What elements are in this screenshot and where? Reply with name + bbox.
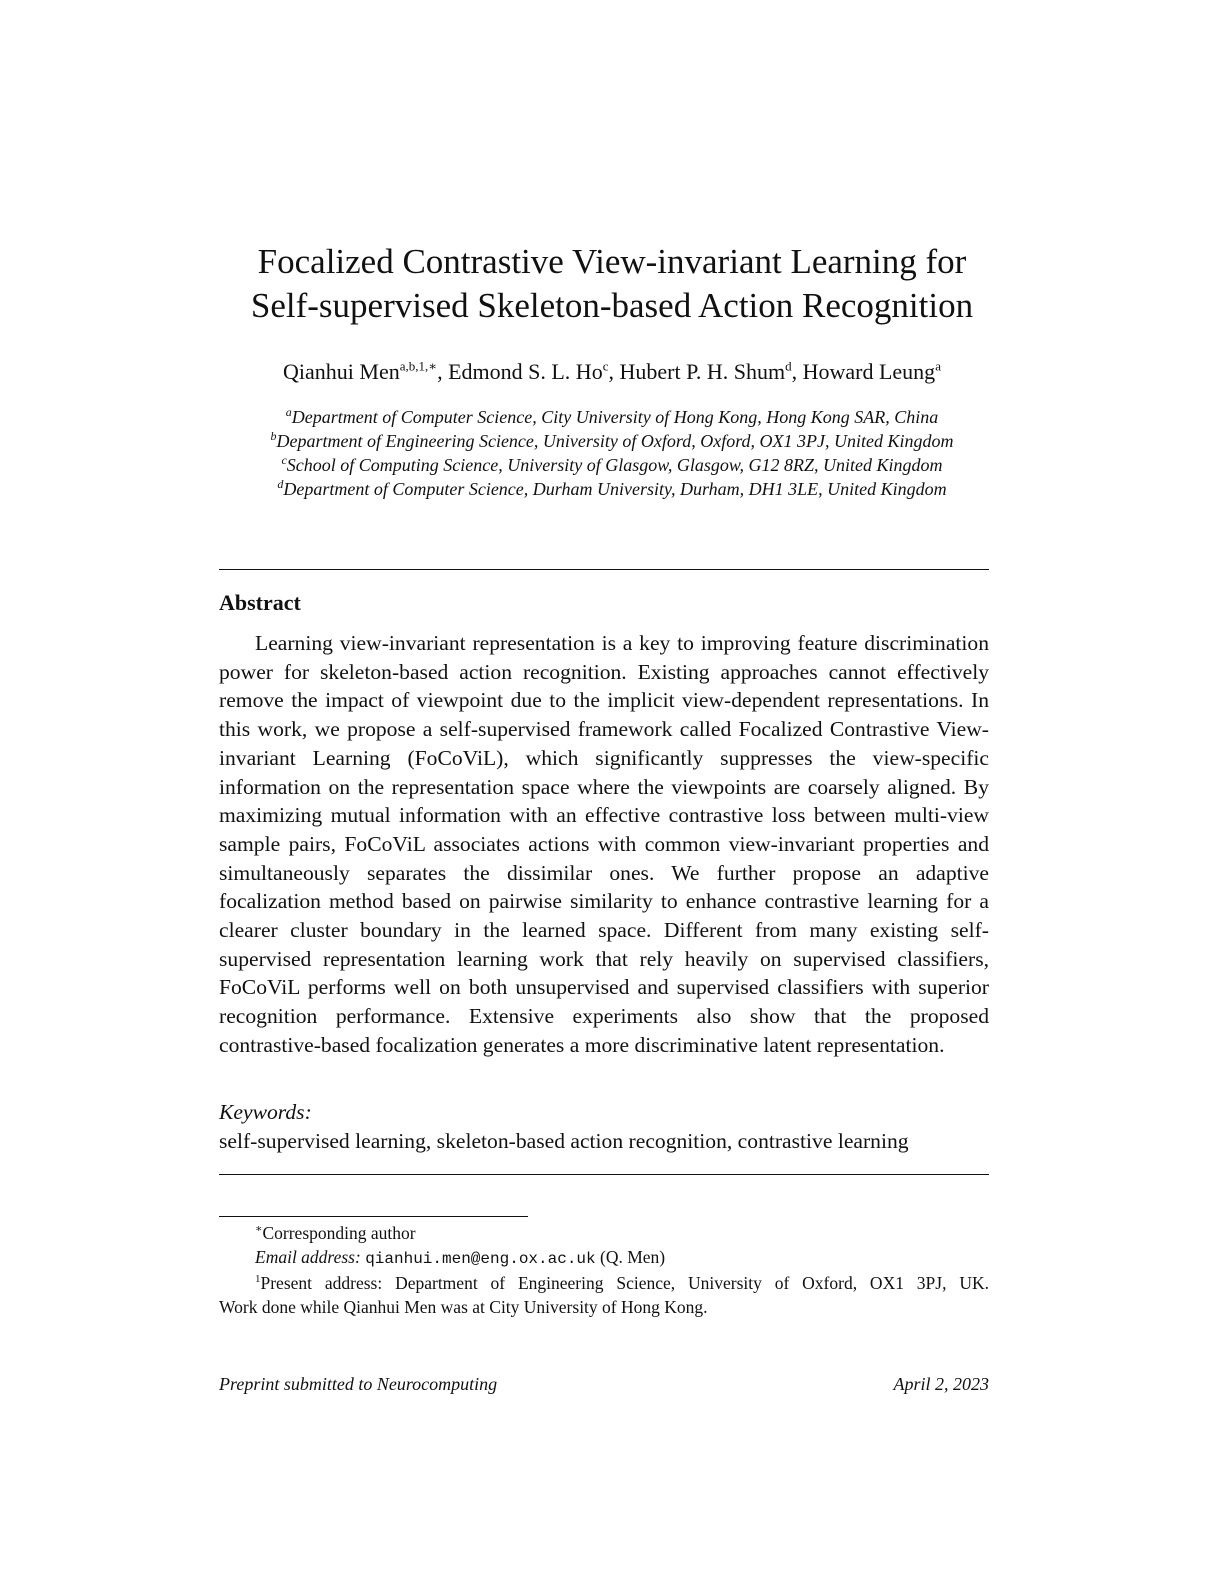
affiliation: $^d$Department of Computer Science, Durham University, Durham, DH1 3LE, United Kingdom — [277, 477, 947, 499]
author: Edmond S. L. Ho$^c$, — [448, 358, 620, 384]
footnote-rule — [219, 1216, 528, 1217]
author: Hubert P. H. Shum$^d$, — [619, 358, 803, 384]
author-list — [0, 357, 1224, 387]
author: Qianhui Men$^{a,b,1,∗}$, — [283, 358, 449, 384]
footnote-work-done: Work done while Qianhui Men was at City University of Hong Kong. — [219, 1297, 708, 1317]
keywords-label: Keywords: — [219, 1100, 312, 1124]
title-line-1: Focalized Contrastive View-invariant Learning for — [257, 242, 967, 281]
abstract-heading: Abstract — [219, 590, 301, 615]
abstract-text: Learning view-invariant representation is a key to improving feature discrimination power for skeleton-based action recognition. Existing approaches cannot effectively remove the impact of viewpoint due to the implicit view-dependent representations. In this work, we propose a self-supervised framework called Focalized Contrastive View-invariant Learning (FoCoViL), which significantly suppresses the view-specific information on the representation space where the viewpoints are coarsely aligned. By maximizing mutual information with an effective contrastive loss between multi-view sample pairs, FoCoViL associates actions with common view-invariant properties and simultaneously separates the dissimilar ones. We further propose an adaptive focalization method based on pairwise similarity to enhance contrastive learning for a clearer cluster boundary in the learned space. Different from many existing self-supervised representation learning work that rely heavily on supervised classifiers, FoCoViL performs well on both unsupervised and supervised classifiers with superior recognition performance. Extensive experiments also show that the proposed contrastive-based focalization generates a more discriminative latent representation. — [219, 631, 989, 1057]
footnotes — [219, 1221, 989, 1319]
affiliation-list — [0, 405, 1224, 501]
abstract-top-rule — [219, 569, 989, 570]
email-address: qianhui.men@eng.ox.ac.uk — [365, 1250, 596, 1268]
footer-journal: Preprint submitted to Neurocomputing — [219, 1374, 498, 1394]
affiliation: $^c$School of Computing Science, University of Glasgow, Glasgow, G12 8RZ, United Kingdom — [281, 453, 943, 475]
footnote-present-address: $^1$Present address: Department of Engineering Science, University of Oxford, OX1 3PJ, UK. — [255, 1273, 989, 1293]
abstract-bottom-rule — [219, 1174, 989, 1175]
footnote-email: Email address: qianhui.men@eng.ox.ac.uk (Q. Men) — [255, 1247, 666, 1268]
title-line-2: Self-supervised Skeleton-based Action Recognition — [250, 286, 974, 325]
author: Howard Leung$^a$ — [802, 358, 941, 384]
paper-title — [0, 240, 1224, 328]
affiliation: $^a$Department of Computer Science, City University of Hong Kong, Hong Kong SAR, China — [285, 405, 939, 427]
keywords-list: self-supervised learning, skeleton-based action recognition, contrastive learning — [219, 1129, 909, 1153]
affiliation: $^b$Department of Engineering Science, University of Oxford, Oxford, OX1 3PJ, United Kingdom — [270, 429, 954, 451]
footer-date: April 2, 2023 — [893, 1374, 989, 1394]
footnote-corresponding: ∗Corresponding author — [255, 1223, 416, 1243]
